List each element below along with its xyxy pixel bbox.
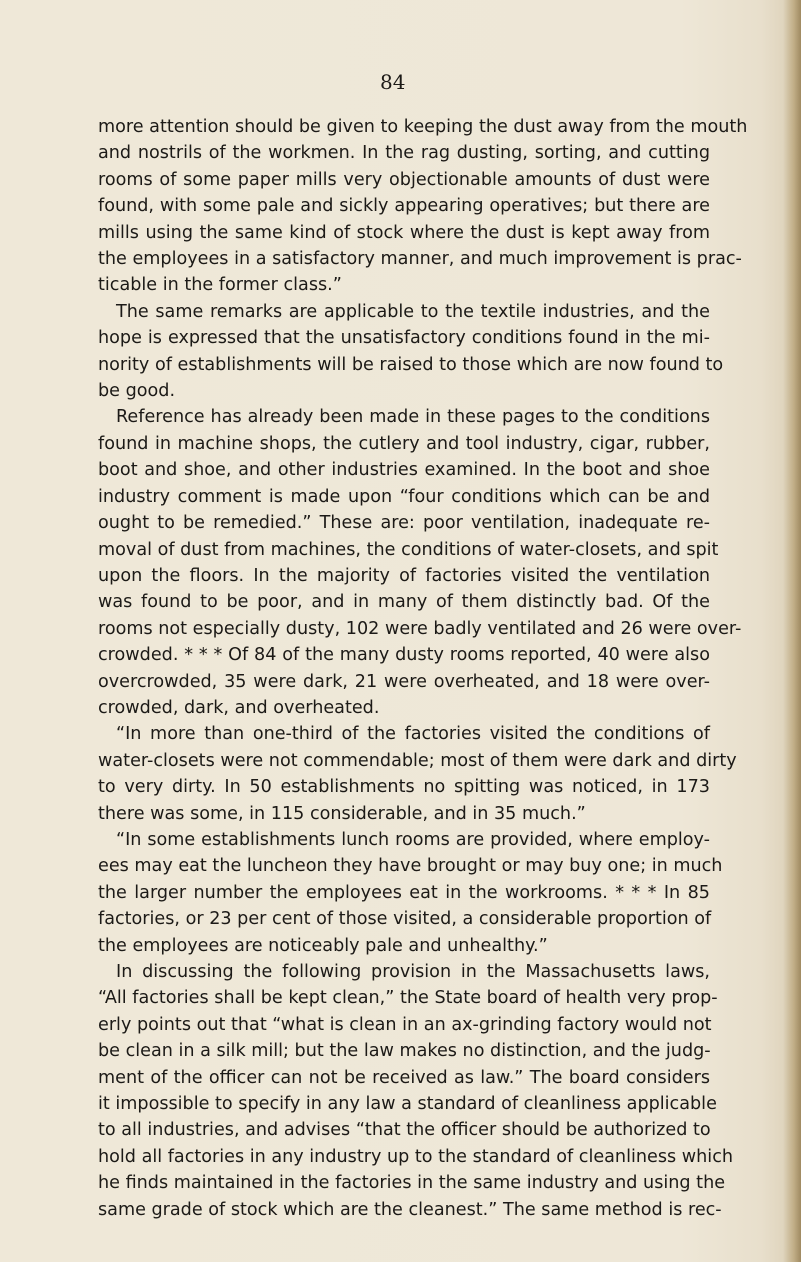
text-line: ticable in the former class.” bbox=[98, 275, 342, 296]
text-line: ees may eat the luncheon they have brought or may buy one; in much bbox=[98, 856, 723, 877]
text-line: be clean in a silk mill; but the law makes no distinction, and the judg- bbox=[98, 1041, 711, 1062]
text-line: the employees in a satisfactory manner, and much improvement is prac- bbox=[98, 249, 742, 270]
text-line: found, with some pale and sickly appearing operatives; but there are bbox=[98, 196, 710, 217]
text-line: ment of the officer can not be received as law.” The board considers bbox=[98, 1067, 710, 1088]
text-line: moval of dust from machines, the conditions of water-closets, and spit bbox=[98, 539, 719, 560]
text-line: mills using the same kind of stock where the dust is kept away from bbox=[98, 222, 710, 243]
text-line: it impossible to specify in any law a standard of cleanliness applicable bbox=[98, 1094, 717, 1115]
text-line: more attention should be given to keeping the dust away from the mouth bbox=[98, 117, 748, 137]
text-line: same grade of stock which are the cleanest.” The same method is rec- bbox=[98, 1199, 722, 1220]
text-line: ought to be remedied.” These are: poor ventilation, inadequate re- bbox=[98, 513, 710, 534]
text-line: to all industries, and advises “that the officer should be authorized to bbox=[98, 1120, 711, 1141]
text-line: water-closets were not commendable; most of them were dark and dirty bbox=[98, 750, 737, 771]
text-line: he finds maintained in the factories in the same industry and using the bbox=[98, 1173, 726, 1194]
text-line: the larger number the employees eat in the workrooms. * * * In 85 bbox=[98, 882, 710, 903]
text-line: erly points out that “what is clean in an ax-grinding factory would not bbox=[98, 1014, 712, 1035]
text-line: “In more than one-third of the factories visited the conditions of bbox=[116, 724, 710, 745]
text-line: upon the floors. In the majority of factories visited the ventilation bbox=[98, 565, 710, 586]
text-line: crowded. * * * Of 84 of the many dusty rooms reported, 40 were also bbox=[98, 645, 710, 666]
body-text bbox=[98, 114, 748, 1223]
text-line: to very dirty. In 50 establishments no spitting was noticed, in 173 bbox=[98, 777, 710, 798]
text-line: was found to be poor, and in many of them distinctly bad. Of the bbox=[98, 592, 710, 613]
text-line: boot and shoe, and other industries examined. In the boot and shoe bbox=[98, 460, 710, 481]
text-line: crowded, dark, and overheated. bbox=[98, 697, 380, 718]
text-line: hope is expressed that the unsatisfactory conditions found in the mi- bbox=[98, 328, 710, 349]
text-line: The same remarks are applicable to the textile industries, and the bbox=[116, 301, 710, 322]
text-line: In discussing the following provision in the Massachusetts laws, bbox=[116, 962, 710, 982]
text-line: be good. bbox=[98, 381, 176, 402]
text-line: rooms of some paper mills very objectionable amounts of dust were bbox=[98, 169, 710, 190]
text-line: industry comment is made upon “four conditions which can be and bbox=[98, 486, 710, 507]
text-line: nority of establishments will be raised to those which are now found to bbox=[98, 354, 724, 375]
text-line: there was some, in 115 considerable, and in 35 much.” bbox=[98, 803, 586, 824]
text-line: “All factories shall be kept clean,” the State board of health very prop- bbox=[98, 988, 718, 1009]
page-edge-shadow bbox=[783, 0, 801, 1262]
text-line: overcrowded, 35 were dark, 21 were overheated, and 18 were over- bbox=[98, 671, 710, 692]
text-line: Reference has already been made in these pages to the conditions bbox=[116, 407, 710, 428]
text-line: the employees are noticeably pale and unhealthy.” bbox=[98, 935, 548, 956]
text-line: and nostrils of the workmen. In the rag dusting, sorting, and cutting bbox=[98, 143, 710, 164]
text-line: found in machine shops, the cutlery and tool industry, cigar, rubber, bbox=[98, 433, 710, 454]
page-number: 84 bbox=[380, 70, 406, 94]
text-line: factories, or 23 per cent of those visited, a considerable proportion of bbox=[98, 909, 712, 930]
text-line: hold all factories in any industry up to the standard of cleanliness which bbox=[98, 1146, 734, 1167]
text-line: “In some establishments lunch rooms are provided, where employ- bbox=[116, 829, 710, 850]
text-line: rooms not especially dusty, 102 were badly ventilated and 26 were over- bbox=[98, 618, 742, 639]
